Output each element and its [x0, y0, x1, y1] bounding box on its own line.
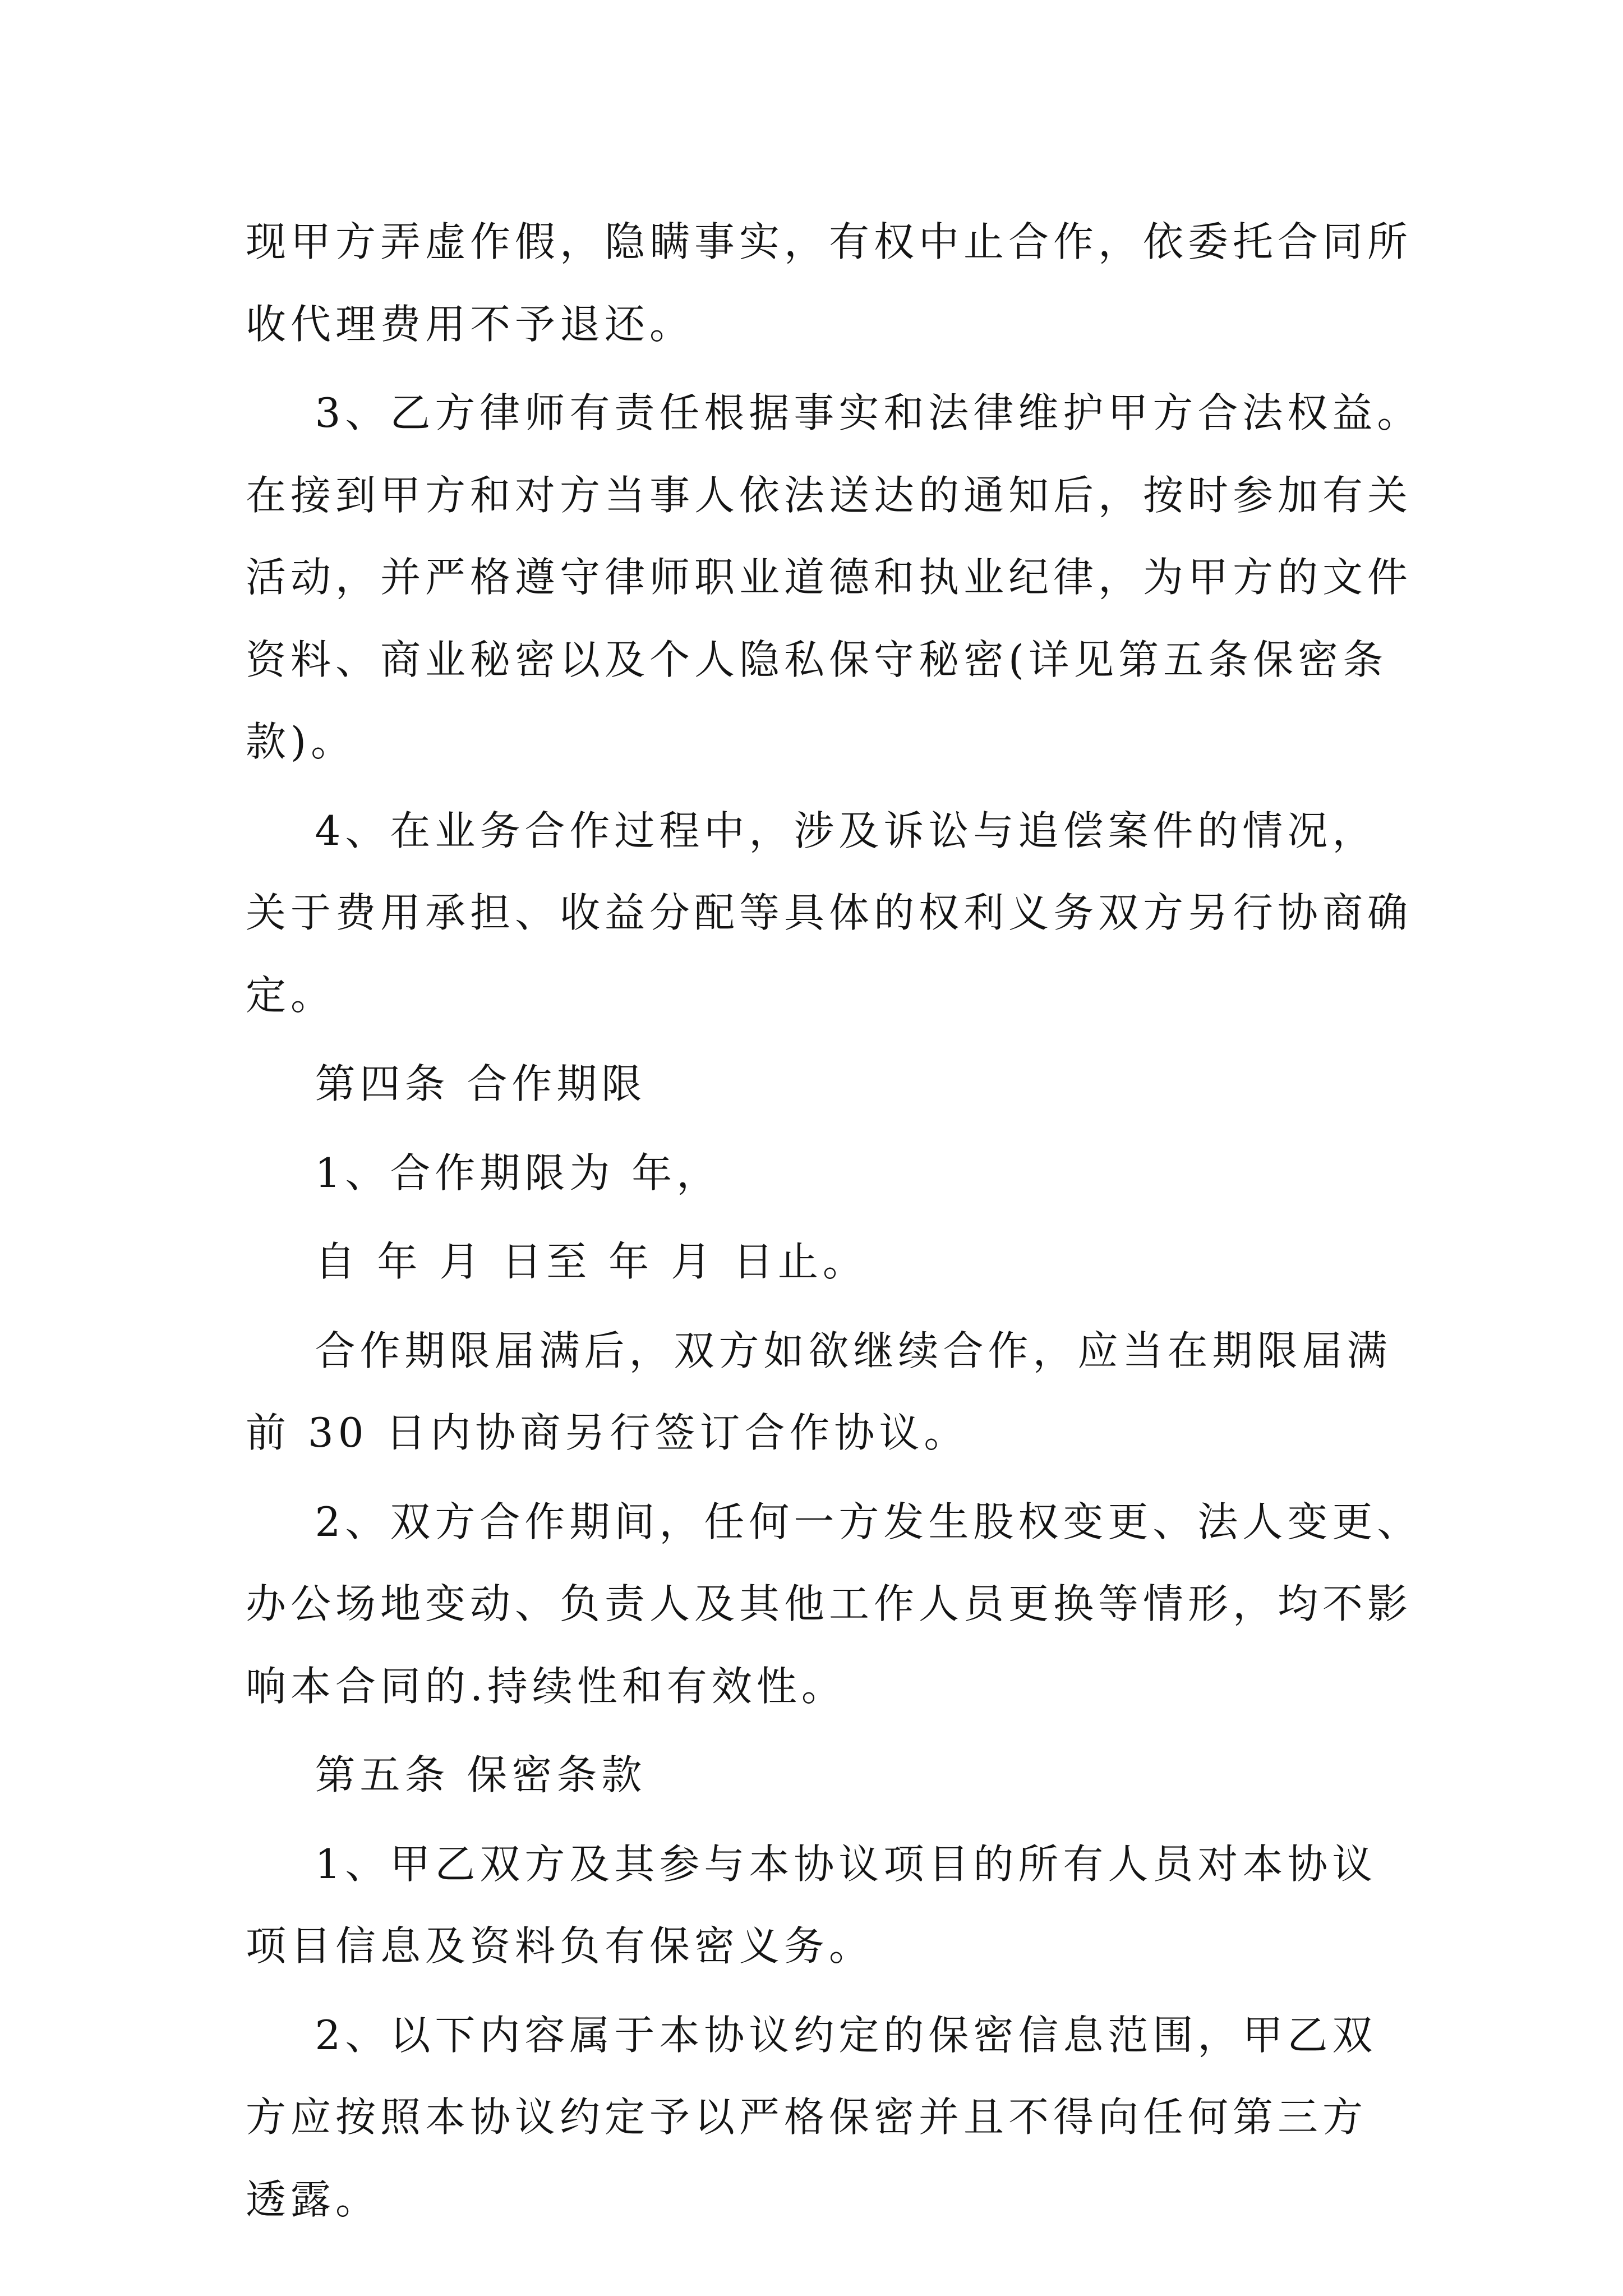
- text-line: 关于费用承担、收益分配等具体的权利义务双方另行协商确: [246, 889, 1413, 936]
- text-line: 资料、商业秘密以及个人隐私保守秘密(详见第五条保密条: [246, 636, 1388, 683]
- text-line: 定。: [246, 971, 336, 1019]
- text-line: 前 30 日内协商另行签订合作协议。: [246, 1409, 969, 1456]
- text-line: 活动，并严格遵守律师职业道德和执业纪律，为甲方的文件: [246, 554, 1413, 601]
- document-body: [246, 201, 1422, 2240]
- section-heading-article-5: [246, 1734, 1412, 1816]
- paragraph-p2: [246, 372, 1422, 783]
- section-heading-article-4: [246, 1043, 1412, 1125]
- paragraph-p7: [246, 1310, 1412, 1474]
- paragraph-p6: [246, 1221, 1412, 1303]
- text-line: 收代理费用不予退还。: [246, 300, 695, 348]
- text-line: 现甲方弄虚作假，隐瞒事实，有权中止合作，依委托合同所: [246, 218, 1413, 265]
- text-line: 1、甲乙双方及其参与本协议项目的所有人员对本协议: [246, 1840, 1377, 1888]
- paragraph-p3: [246, 790, 1412, 1037]
- text-line: 透露。: [246, 2175, 381, 2223]
- paragraph-p1: [246, 201, 1412, 365]
- text-line: 方应按照本协议约定予以严格保密并且不得向任何第三方: [246, 2093, 1368, 2141]
- text-line: 2、双方合作期间，任何一方发生股权变更、法人变更、: [246, 1498, 1422, 1545]
- text-line: 合作期限届满后，双方如欲继续合作，应当在期限届满: [246, 1327, 1392, 1374]
- text-line: 4、在业务合作过程中，涉及诉讼与追偿案件的情况，: [246, 807, 1377, 854]
- text-line: 自 年 月 日至 年 月 日止。: [246, 1238, 868, 1285]
- text-line: 1、合作期限为 年，: [246, 1149, 722, 1197]
- text-line: 款)。: [246, 718, 356, 765]
- paragraph-p10: [246, 1823, 1412, 1987]
- text-line: 2、以下内容属于本协议约定的保密信息范围，甲乙双: [246, 2011, 1377, 2059]
- text-line: 办公场地变动、负责人及其他工作人员更换等情形，均不影: [246, 1580, 1413, 1627]
- text-line: 在接到甲方和对方当事人依法送达的通知后，按时参加有关: [246, 471, 1413, 519]
- text-line: 项目信息及资料负有保密义务。: [246, 1922, 874, 1970]
- paragraph-p8: [246, 1481, 1422, 1728]
- text-line: 3、乙方律师有责任根据事实和法律维护甲方合法权益。: [246, 389, 1422, 436]
- text-line: 第四条 合作期限: [246, 1060, 647, 1107]
- paragraph-p11: [246, 1994, 1412, 2241]
- text-line: 响本合同的.持续性和有效性。: [246, 1662, 846, 1710]
- paragraph-p5: [246, 1132, 1412, 1214]
- text-line: 第五条 保密条款: [246, 1751, 647, 1798]
